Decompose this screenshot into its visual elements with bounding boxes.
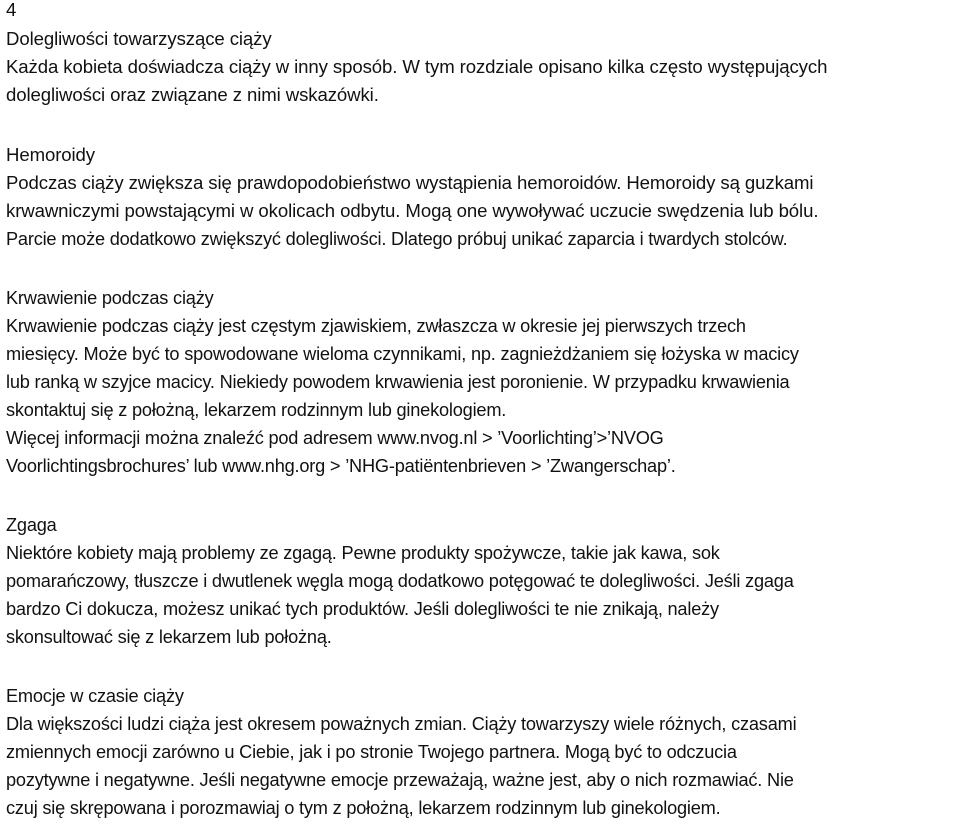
paragraph-line: Niektóre kobiety mają problemy ze zgagą. Pewne produkty spożywcze, takie jak kawa, sok <box>6 543 720 563</box>
paragraph-line: skonsultować się z lekarzem lub położną. <box>6 627 332 647</box>
paragraph-line: bardzo Ci dokucza, możesz unikać tych produktów. Jeśli dolegliwości te nie znikają, należy <box>6 599 719 619</box>
paragraph-line: zmiennych emocji zarówno u Ciebie, jak i po stronie Twojego partnera. Mogą być to odczucia <box>6 742 737 762</box>
section-heading-zgaga: Zgaga <box>6 515 57 535</box>
paragraph-line: Parcie może dodatkowo zwiększyć dolegliwości. Dlatego próbuj unikać zaparcia i twardych stolców. <box>6 229 788 249</box>
paragraph-line: Więcej informacji można znaleźć pod adresem www.nvog.nl > ’Voorlichting’>’NVOG <box>6 428 664 448</box>
section-heading-emocje: Emocje w czasie ciąży <box>6 686 184 706</box>
chapter-title: Dolegliwości towarzyszące ciąży <box>6 28 272 49</box>
paragraph-line: Dla większości ludzi ciąża jest okresem poważnych zmian. Ciąży towarzyszy wiele różnych, czasami <box>6 714 797 734</box>
paragraph-line: skontaktuj się z położną, lekarzem rodzinnym lub ginekologiem. <box>6 400 507 420</box>
paragraph-line: Krwawienie podczas ciąży jest częstym zjawiskiem, zwłaszcza w okresie jej pierwszych trzech <box>6 316 746 336</box>
intro-line: Każda kobieta doświadcza ciąży w inny sposób. W tym rozdziale opisano kilka często występujących <box>6 56 828 77</box>
section-heading-hemoroidy: Hemoroidy <box>6 144 96 165</box>
paragraph-line: pomarańczowy, tłuszcze i dwutlenek węgla mogą dodatkowo potęgować te dolegliwości. Jeśli zgaga <box>6 571 794 591</box>
intro-line: dolegliwości oraz związane z nimi wskazówki. <box>6 84 379 105</box>
page-number: 4 <box>6 0 17 20</box>
section-heading-krwawienie: Krwawienie podczas ciąży <box>6 288 214 308</box>
paragraph-line: Podczas ciąży zwiększa się prawdopodobieństwo wystąpienia hemoroidów. Hemoroidy są guzkami <box>6 172 814 193</box>
paragraph-line: czuj się skrępowana i porozmawiaj o tym z położną, lekarzem rodzinnym lub ginekologiem. <box>6 798 721 818</box>
paragraph-line: lub ranką w szyjce macicy. Niekiedy powodem krwawienia jest poronienie. W przypadku krwawienia <box>6 372 790 392</box>
paragraph-line: pozytywne i negatywne. Jeśli negatywne emocje przeważają, ważne jest, aby o nich rozmawiać. Nie <box>6 770 794 790</box>
paragraph-line: krwawniczymi powstającymi w okolicach odbytu. Mogą one wywoływać uczucie swędzenia lub bólu. <box>6 200 819 221</box>
paragraph-line: Voorlichtingsbrochures’ lub www.nhg.org > ’NHG-patiëntenbrieven > ’Zwangerschap’. <box>6 456 676 476</box>
paragraph-line: miesięcy. Może być to spowodowane wieloma czynnikami, np. zagnieżdżaniem się łożyska w macicy <box>6 344 799 364</box>
